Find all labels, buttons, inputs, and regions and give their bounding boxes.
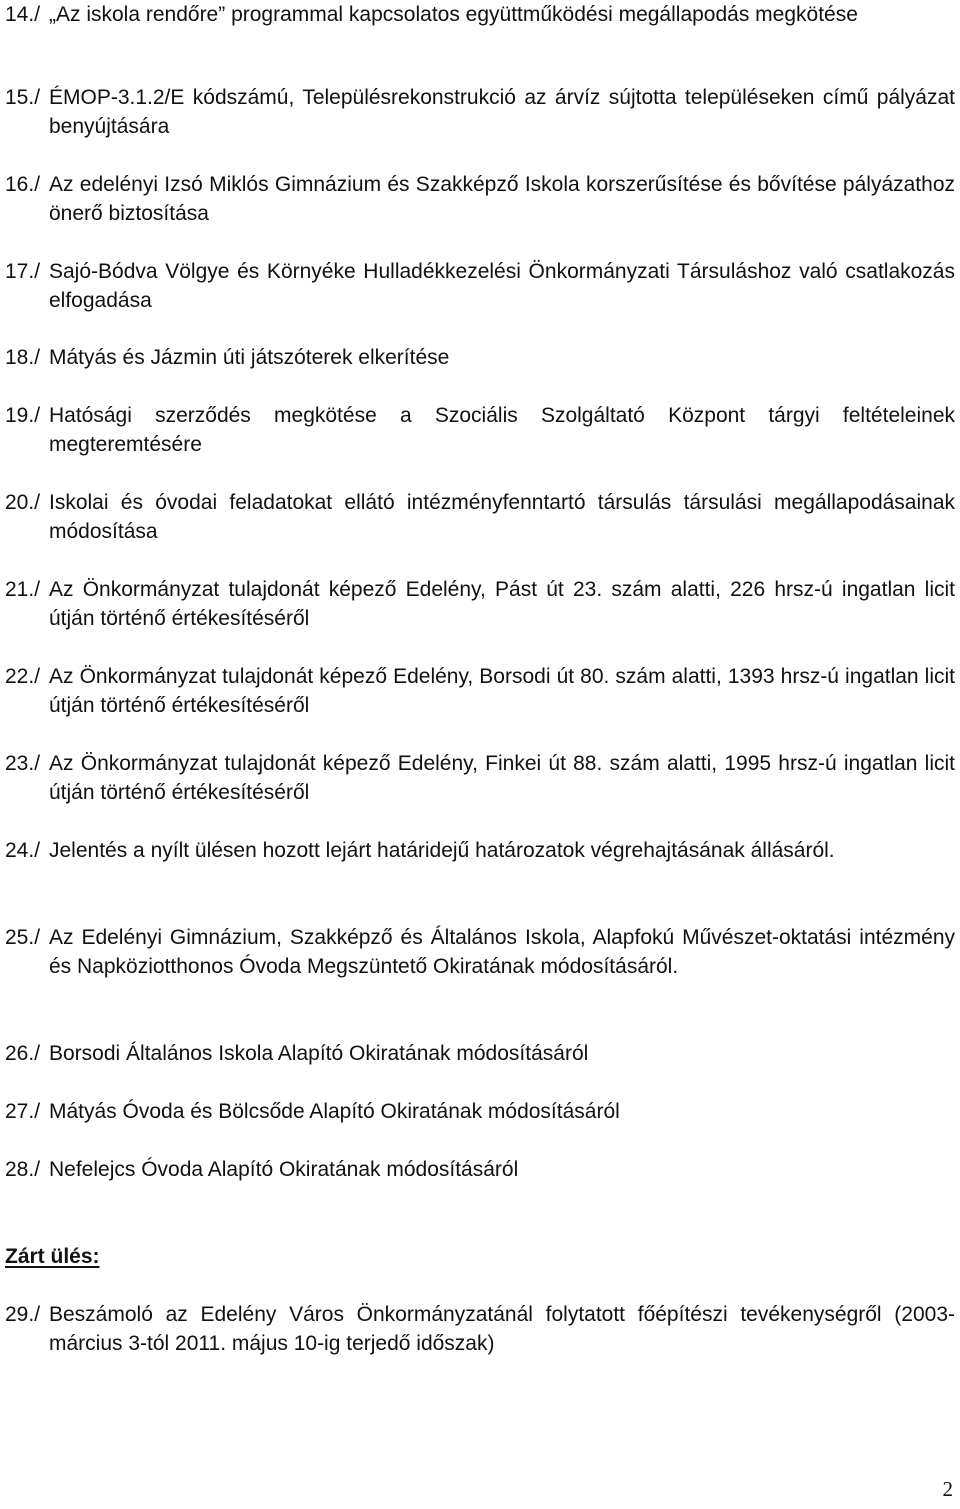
agenda-item-28 <box>5 1155 955 1184</box>
agenda-item-19 <box>5 401 955 459</box>
item-number: 18./ <box>5 346 41 369</box>
item-number: 21./ <box>5 578 41 601</box>
agenda-item-21 <box>5 575 955 633</box>
item-number: 26./ <box>5 1042 41 1065</box>
agenda-item-29 <box>5 1300 955 1358</box>
agenda-item-14 <box>5 0 955 29</box>
item-number: 15./ <box>5 86 41 109</box>
item-text: Nefelejcs Óvoda Alapító Okiratának módosításáról <box>49 1158 519 1181</box>
item-number: 22./ <box>5 665 41 688</box>
item-number: 27./ <box>5 1100 41 1123</box>
item-text: Iskolai és óvodai feladatokat ellátó intézményfenntartó társulás társulási megállapodásainak módosítása <box>49 491 955 543</box>
agenda-item-18 <box>5 343 955 372</box>
item-text: Az Önkormányzat tulajdonát képező Edelény, Pást út 23. szám alatti, 226 hrsz-ú ingatlan licit útján történő értékesítéséről <box>49 578 955 630</box>
item-text: Beszámoló az Edelény Város Önkormányzatánál folytatott főépítészi tevékenységről (2003-március 3-tól 2011. május 10-ig terjedő időszak) <box>49 1303 955 1355</box>
item-text: Az edelényi Izsó Miklós Gimnázium és Szakképző Iskola korszerűsítése és bővítése pályázathoz önerő biztosítása <box>49 173 955 225</box>
item-number: 16./ <box>5 173 41 196</box>
item-text: Hatósági szerződés megkötése a Szociális Szolgáltató Központ tárgyi feltételeinek megteremtésére <box>49 404 955 456</box>
agenda-item-26 <box>5 1039 955 1068</box>
agenda-item-20 <box>5 488 955 546</box>
item-number: 29./ <box>5 1303 41 1326</box>
agenda-item-23 <box>5 749 955 807</box>
page-number: 2 <box>942 1477 953 1501</box>
item-number: 25./ <box>5 926 41 949</box>
item-text: ÉMOP-3.1.2/E kódszámú, Településrekonstrukció az árvíz sújtotta településeken című pályázat benyújtására <box>49 86 955 138</box>
item-text: Jelentés a nyílt ülésen hozott lejárt határidejű határozatok végrehajtásának állásáról. <box>49 839 835 862</box>
item-number: 17./ <box>5 260 41 283</box>
item-text: Az Edelényi Gimnázium, Szakképző és Általános Iskola, Alapfokú Művészet-oktatási intézmény és Napköziotthonos Óvoda Megszüntető Okiratának módosításáról. <box>49 926 955 978</box>
item-number: 14./ <box>5 3 41 26</box>
agenda-item-24 <box>5 836 955 865</box>
item-number: 28./ <box>5 1158 41 1181</box>
item-text: Mátyás Óvoda és Bölcsőde Alapító Okiratának módosításáról <box>49 1100 620 1123</box>
agenda-item-16 <box>5 170 955 228</box>
item-number: 20./ <box>5 491 41 514</box>
item-text: Az Önkormányzat tulajdonát képező Edelény, Finkei út 88. szám alatti, 1995 hrsz-ú ingatlan licit útján történő értékesítéséről <box>49 752 955 804</box>
item-text: Mátyás és Jázmin úti játszóterek elkerítése <box>49 346 450 369</box>
item-text: Sajó-Bódva Völgye és Környéke Hulladékkezelési Önkormányzati Társuláshoz való csatlakozás elfogadása <box>49 260 955 312</box>
agenda-item-27 <box>5 1097 955 1126</box>
item-number: 19./ <box>5 404 41 427</box>
item-text: Az Önkormányzat tulajdonát képező Edelény, Borsodi út 80. szám alatti, 1393 hrsz-ú ingatlan licit útján történő értékesítéséről <box>49 665 955 717</box>
item-number: 24./ <box>5 839 41 862</box>
item-number: 23./ <box>5 752 41 775</box>
agenda-item-22 <box>5 662 955 720</box>
item-text: Borsodi Általános Iskola Alapító Okiratának módosításáról <box>49 1042 589 1065</box>
agenda-item-25 <box>5 923 955 981</box>
agenda-item-15 <box>5 83 955 141</box>
item-text: „Az iskola rendőre” programmal kapcsolatos együttműködési megállapodás megkötése <box>49 3 858 26</box>
agenda-item-17 <box>5 257 955 315</box>
closed-session-heading: Zárt ülés: <box>5 1245 100 1268</box>
